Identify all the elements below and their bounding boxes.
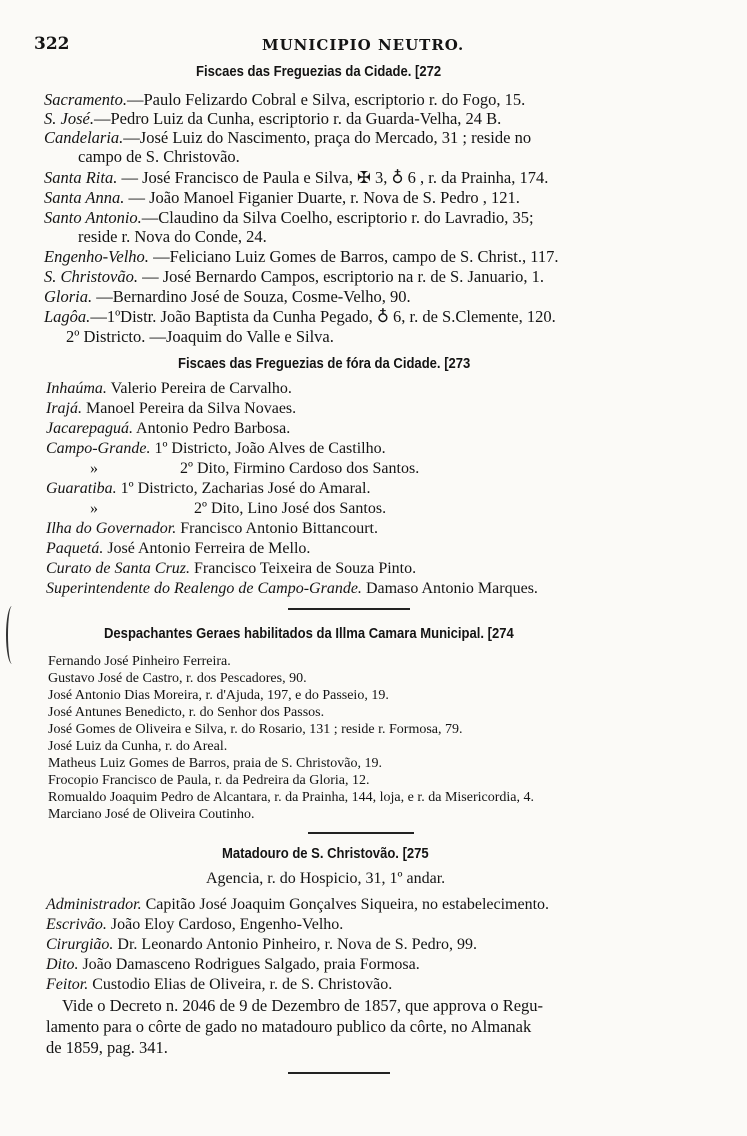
paragraph-line: lamento para o côrte de gado no matadouro publico da côrte, no Almanak (46, 1017, 532, 1036)
entry-275-0 (46, 896, 549, 914)
ditto-mark: » (90, 500, 98, 517)
entry-label: Cirurgião. (46, 936, 114, 953)
entry-273-7 (46, 520, 378, 538)
entry-label: Guaratiba. (46, 480, 117, 497)
section-divider (308, 832, 414, 834)
entry-label: Inhaúma. (46, 380, 107, 397)
section-275-ref: [275 (402, 846, 429, 862)
entry-text: —Bernardino José de Souza, Cosme-Velho, 90. (92, 287, 411, 306)
entry-273-9 (46, 560, 416, 578)
entry-272-11 (44, 307, 556, 327)
entry-text: Antonio Pedro Barbosa. (132, 420, 291, 437)
entry-text: Manoel Pereira da Silva Novaes. (82, 400, 297, 417)
entry-label: Santa Rita. (44, 168, 118, 187)
running-title: MUNICIPIO NEUTRO. (262, 36, 465, 54)
entry-text: Custodio Elias de Oliveira, r. de S. Christovão. (88, 976, 393, 993)
entry-text: Damaso Antonio Marques. (361, 580, 538, 597)
entry-text: —Claudino da Silva Coelho, escriptorio r. do Lavradio, 35; (141, 208, 534, 227)
section-275-subtitle: Agencia, r. do Hospicio, 31, 1º andar. (206, 870, 446, 887)
entry-272-2 (44, 128, 531, 148)
entry-text: 1º Districto, Zacharias José do Amaral. (116, 480, 371, 497)
entry-275-2 (46, 936, 477, 954)
entry-273-1 (46, 400, 296, 418)
entry-text: —Feliciano Luiz Gomes de Barros, campo de S. Christ., 117. (148, 247, 559, 266)
section-273-title: Fiscaes das Freguezias de fóra da Cidade. (178, 356, 441, 372)
list-item: José Antunes Benedicto, r. do Senhor dos Passos. (48, 705, 325, 720)
entry-273-0 (46, 380, 292, 398)
entry-label: Jacarepaguá. (46, 420, 133, 437)
entry-273-5 (46, 480, 370, 498)
entry-label: Paquetá. (46, 540, 104, 557)
entry-text: campo de S. Christovão. (78, 147, 240, 166)
entry-275-3 (46, 956, 420, 974)
entry-text: Valerio Pereira de Carvalho. (106, 380, 292, 397)
section-272-title: Fiscaes das Freguezias da Cidade. (196, 64, 412, 80)
entry-text: —José Luiz do Nascimento, praça do Mercado, 31 ; reside no (123, 128, 532, 147)
entry-label: Feitor. (46, 976, 89, 993)
entry-text: — José Bernardo Campos, escriptorio na r. de S. Januario, 1. (137, 267, 544, 286)
entry-272-1 (44, 109, 501, 129)
entry-label: Engenho-Velho. (44, 247, 149, 266)
entry-label: Irajá. (46, 400, 82, 417)
section-273-heading (178, 356, 470, 372)
entry-label: S. José. (44, 109, 94, 128)
entry-label: S. Christovão. (44, 267, 138, 286)
entry-label: Gloria. (44, 287, 93, 306)
entry-272-4 (44, 168, 548, 188)
section-272-ref: [272 (415, 64, 442, 80)
list-item: Marciano José de Oliveira Coutinho. (48, 807, 255, 822)
entry-text: 2º Dito, Firmino Cardoso dos Santos. (180, 460, 420, 477)
entry-272-3 (78, 147, 240, 167)
entry-272-5 (44, 188, 520, 208)
entry-label: Lagôa. (44, 307, 91, 326)
entry-label: Escrivão. (46, 916, 107, 933)
entry-text: reside r. Nova do Conde, 24. (78, 227, 267, 246)
entry-272-7 (78, 227, 267, 247)
section-272-heading (196, 64, 441, 80)
entry-text: 2º Dito, Lino José dos Santos. (194, 500, 387, 517)
margin-bracket-mark (6, 606, 18, 664)
entry-273-2 (46, 420, 290, 438)
entry-text: 1º Districto, João Alves de Castilho. (150, 440, 386, 457)
list-item: Matheus Luiz Gomes de Barros, praia de S. Christovão, 19. (48, 756, 382, 771)
list-item: Fernando José Pinheiro Ferreira. (48, 654, 231, 669)
ditto-mark: » (90, 460, 98, 477)
entry-label: Ilha do Governador. (46, 520, 177, 537)
entry-text: Francisco Teixeira de Souza Pinto. (190, 560, 417, 577)
entry-text: — José Francisco de Paula e Silva, ✠ 3, ♁ 6 , r. da Prainha, 174. (117, 168, 549, 187)
list-item: José Antonio Dias Moreira, r. d'Ajuda, 197, e do Passeio, 19. (48, 688, 389, 703)
entry-text: Dr. Leonardo Antonio Pinheiro, r. Nova de S. Pedro, 99. (113, 936, 477, 953)
entry-label: Administrador. (46, 896, 142, 913)
entry-label: Sacramento. (44, 90, 127, 109)
section-273-ref: [273 (444, 356, 471, 372)
section-275-heading (222, 846, 429, 862)
entry-text: João Damasceno Rodrigues Salgado, praia Formosa. (78, 956, 420, 973)
entry-272-9 (44, 267, 544, 287)
entry-text: José Antonio Ferreira de Mello. (103, 540, 311, 557)
entry-text: —Paulo Felizardo Cobral e Silva, escriptorio r. do Fogo, 15. (126, 90, 526, 109)
entry-273-3 (46, 440, 386, 458)
section-274-title: Despachantes Geraes habilitados da Illma Camara Municipal. (104, 626, 485, 642)
section-275-title: Matadouro de S. Christovão. (222, 846, 399, 862)
entry-text: — João Manoel Figanier Duarte, r. Nova de S. Pedro , 121. (124, 188, 520, 207)
entry-272-0 (44, 90, 525, 110)
entry-text: Francisco Antonio Bittancourt. (176, 520, 378, 537)
list-item: Frocopio Francisco de Paula, r. da Pedreira da Gloria, 12. (48, 773, 370, 788)
entry-label: Campo-Grande. (46, 440, 151, 457)
entry-273-8 (46, 540, 310, 558)
list-item: Gustavo José de Castro, r. dos Pescadores, 90. (48, 671, 307, 686)
section-divider (288, 1072, 390, 1074)
entry-272-6 (44, 208, 534, 228)
page-number: 322 (34, 34, 70, 54)
entry-273-10 (46, 580, 538, 598)
entry-label: Curato de Santa Cruz. (46, 560, 191, 577)
paragraph-line: de 1859, pag. 341. (46, 1038, 168, 1057)
entry-273-6 (90, 500, 386, 518)
entry-275-4 (46, 976, 392, 994)
list-item: José Luiz da Cunha, r. do Areal. (48, 739, 228, 754)
list-item: Romualdo Joaquim Pedro de Alcantara, r. da Prainha, 144, loja, e r. da Misericordia, 4. (48, 790, 534, 805)
entry-label: Superintendente do Realengo de Campo-Grande. (46, 580, 362, 597)
entry-272-8 (44, 247, 558, 267)
section-divider (288, 608, 410, 610)
paragraph-line: Vide o Decreto n. 2046 de 9 de Dezembro de 1857, que approva o Regu- (62, 996, 544, 1015)
entry-272-10 (44, 287, 411, 307)
entry-label: Santa Anna. (44, 188, 125, 207)
entry-text: —1ºDistr. João Baptista da Cunha Pegado, ♁ 6, r. de S.Clemente, 120. (90, 307, 556, 326)
entry-text: —Pedro Luiz da Cunha, escriptorio r. da Guarda-Velha, 24 B. (93, 109, 502, 128)
entry-text: João Eloy Cardoso, Engenho-Velho. (106, 916, 344, 933)
entry-275-1 (46, 916, 343, 934)
section-274-ref: [274 (487, 626, 514, 642)
entry-273-4 (90, 460, 419, 478)
entry-label: Dito. (46, 956, 79, 973)
entry-text: Capitão José Joaquim Gonçalves Siqueira, no estabelecimento. (141, 896, 550, 913)
entry-label: Candelaria. (44, 128, 124, 147)
list-item: José Gomes de Oliveira e Silva, r. do Rosario, 131 ; reside r. Formosa, 79. (48, 722, 463, 737)
entry-label: Santo Antonio. (44, 208, 142, 227)
entry-272-12 (66, 327, 334, 347)
section-274-heading (104, 626, 514, 642)
entry-text: 2º Districto. —Joaquim do Valle e Silva. (66, 327, 334, 346)
